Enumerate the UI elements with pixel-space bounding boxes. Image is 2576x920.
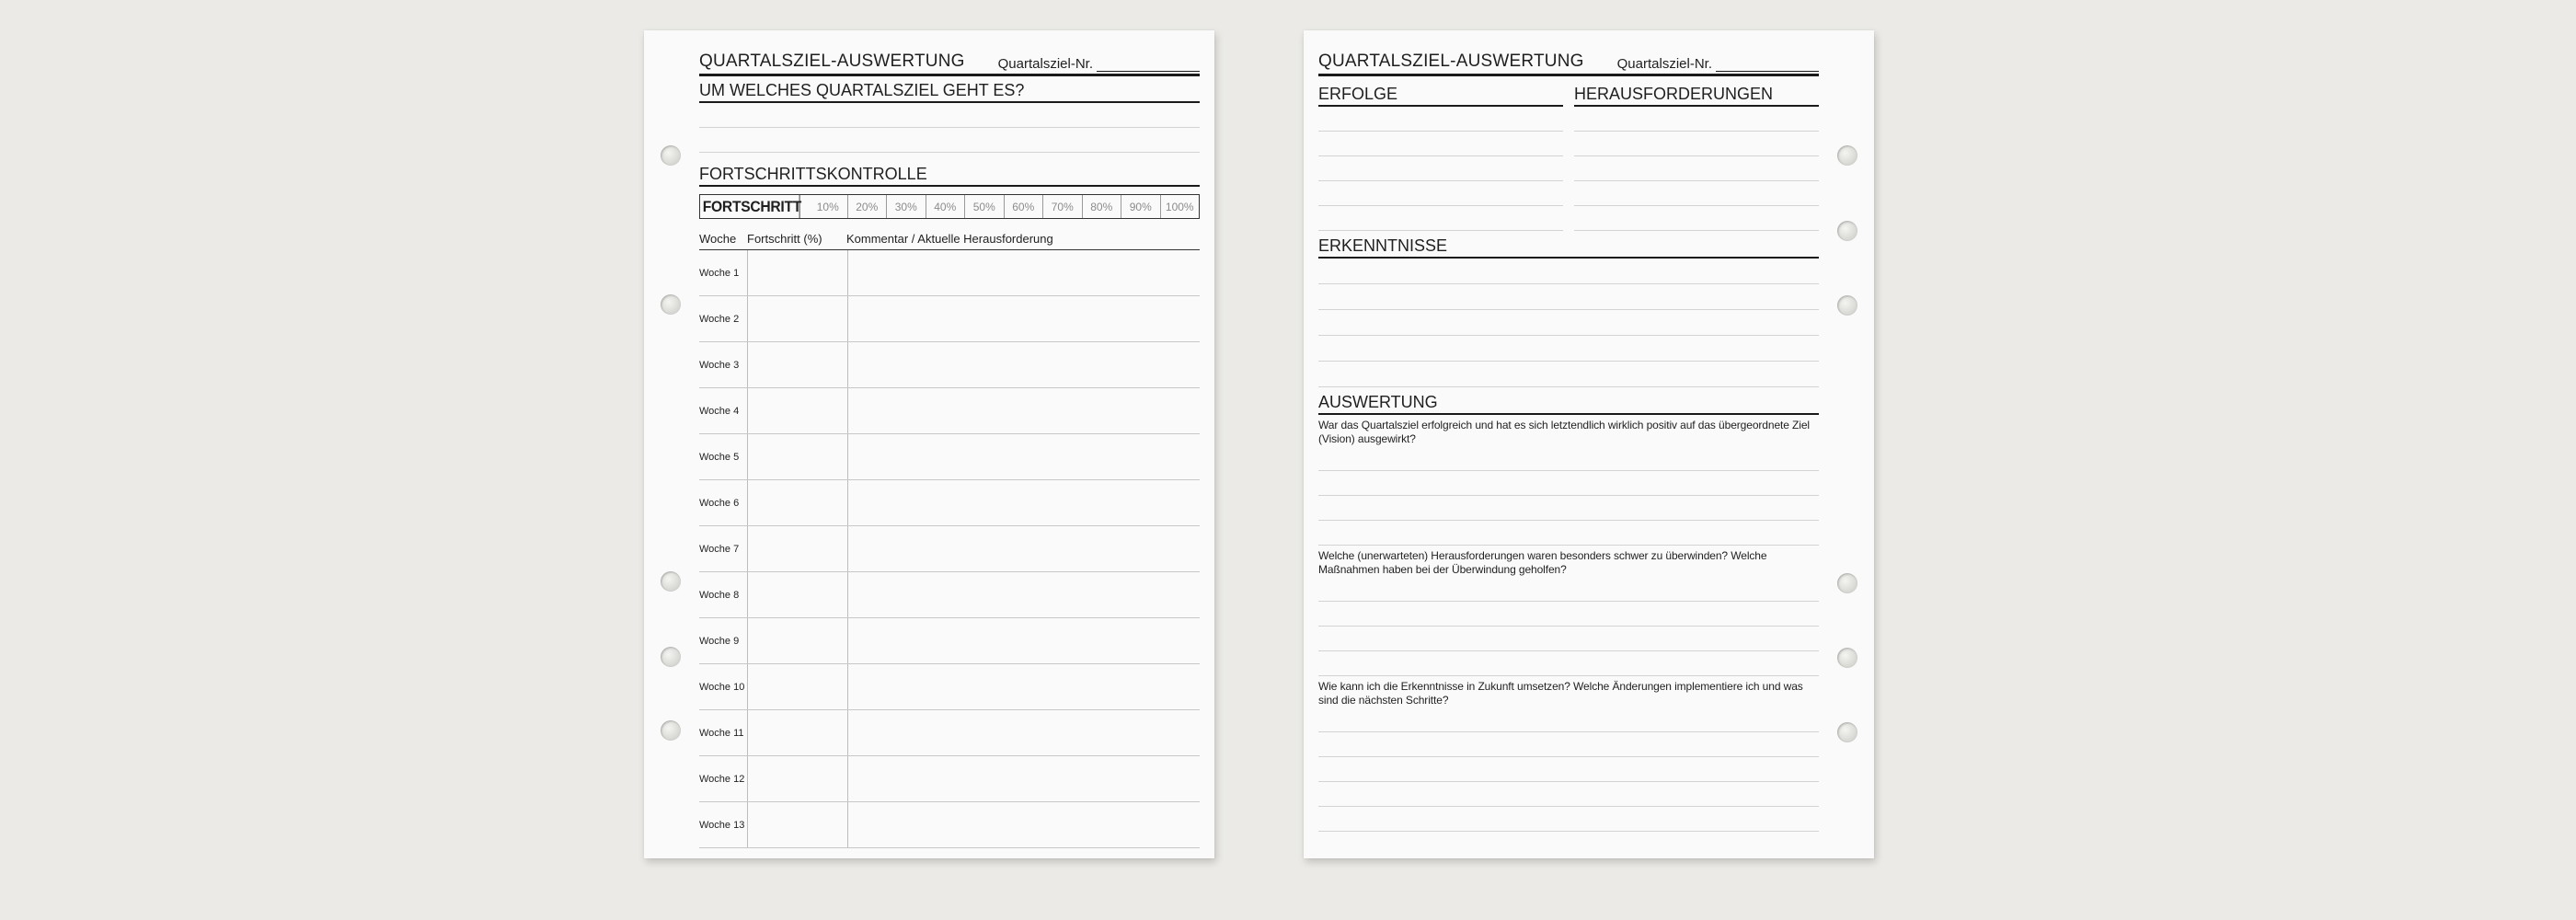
progress-scale	[699, 194, 1200, 219]
writing-line	[1318, 310, 1819, 336]
table-row	[699, 664, 1200, 710]
table-row	[699, 250, 1200, 296]
progress-step: 70%	[1042, 195, 1082, 218]
challenges-heading: HERAUSFORDERUNGEN	[1574, 84, 1819, 107]
week-label: Woche 10	[699, 664, 748, 709]
punch-hole	[1837, 573, 1857, 593]
progress-cell	[748, 480, 848, 525]
comment-cell	[848, 802, 1200, 847]
progress-label: FORTSCHRITT	[700, 195, 800, 218]
writing-line	[1318, 627, 1819, 651]
week-table	[699, 250, 1200, 848]
goal-number-blank	[1716, 58, 1819, 72]
comment-cell	[848, 342, 1200, 387]
progress-cell	[748, 756, 848, 801]
comment-cell	[848, 710, 1200, 755]
writing-line	[1574, 181, 1819, 206]
punch-hole	[1837, 145, 1857, 166]
writing-line	[1574, 206, 1819, 231]
progress-cell	[748, 572, 848, 617]
table-row	[699, 802, 1200, 848]
writing-line	[1318, 651, 1819, 676]
comment-cell	[848, 572, 1200, 617]
goal-number-label: Quartalsziel-Nr.	[997, 56, 1093, 72]
header-week: Woche	[699, 232, 737, 246]
comment-cell	[848, 664, 1200, 709]
page-title: QUARTALSZIEL-AUSWERTUNG	[699, 52, 965, 71]
writing-line	[1318, 496, 1819, 521]
progress-step: 100%	[1160, 195, 1200, 218]
progress-step: 10%	[816, 200, 839, 213]
goal-number-label: Quartalsziel-Nr.	[1616, 56, 1712, 72]
progress-cell	[748, 802, 848, 847]
punch-hole	[661, 571, 681, 592]
comment-cell	[848, 526, 1200, 571]
week-label: Woche 4	[699, 388, 748, 433]
progress-step: 60%	[1004, 195, 1043, 218]
progress-cell	[748, 342, 848, 387]
punch-hole	[661, 720, 681, 741]
planner-page-left	[644, 30, 1214, 858]
writing-line	[1574, 156, 1819, 181]
week-label: Woche 9	[699, 618, 748, 663]
week-label: Woche 13	[699, 802, 748, 847]
week-label: Woche 12	[699, 756, 748, 801]
table-row	[699, 526, 1200, 572]
writing-line	[1318, 732, 1819, 757]
writing-line	[1318, 757, 1819, 782]
planner-page-right	[1304, 30, 1874, 858]
writing-line	[1318, 471, 1819, 496]
evaluation-heading: AUSWERTUNG	[1318, 392, 1819, 415]
week-label: Woche 11	[699, 710, 748, 755]
progress-cell	[748, 296, 848, 341]
week-label: Woche 6	[699, 480, 748, 525]
writing-line	[1318, 107, 1563, 132]
writing-line	[1318, 807, 1819, 832]
comment-cell	[848, 250, 1200, 295]
evaluation-question: Wie kann ich die Erkenntnisse in Zukunft umsetzen? Welche Änderungen implementiere ich und was sind die nächsten Schritte?	[1318, 680, 1803, 707]
page-header	[699, 47, 1200, 76]
punch-hole	[1837, 648, 1857, 668]
week-label: Woche 7	[699, 526, 748, 571]
progress-step: 20%	[847, 195, 887, 218]
progress-cell	[748, 526, 848, 571]
writing-line	[1318, 707, 1819, 732]
progress-cell	[748, 434, 848, 479]
progress-cell	[748, 618, 848, 663]
table-row	[699, 434, 1200, 480]
successes-challenges	[1318, 84, 1819, 231]
header-comment: Kommentar / Aktuelle Herausforderung	[846, 232, 1053, 246]
table-row	[699, 480, 1200, 526]
writing-line	[699, 103, 1200, 128]
page-header	[1318, 47, 1819, 76]
progress-section-heading: FORTSCHRITTSKONTROLLE	[699, 164, 1200, 187]
comment-cell	[848, 756, 1200, 801]
table-row	[699, 342, 1200, 388]
successes-heading: ERFOLGE	[1318, 84, 1563, 107]
challenges-column	[1574, 84, 1819, 231]
table-row	[699, 296, 1200, 342]
progress-step: 80%	[1082, 195, 1121, 218]
writing-line	[1574, 107, 1819, 132]
writing-line	[1318, 284, 1819, 310]
evaluation-question: War das Quartalsziel erfolgreich und hat es sich letztendlich wirklich positiv auf das übergeordnete Ziel (Vision) ausgewirkt?	[1318, 419, 1810, 445]
page-title: QUARTALSZIEL-AUSWERTUNG	[1318, 52, 1584, 71]
insights-heading: ERKENNTNISSE	[1318, 236, 1819, 259]
writing-line	[699, 128, 1200, 153]
table-row	[699, 572, 1200, 618]
goal-question-heading: UM WELCHES QUARTALSZIEL GEHT ES?	[699, 80, 1200, 103]
writing-line	[1318, 156, 1563, 181]
comment-cell	[848, 480, 1200, 525]
goal-number-field	[1617, 56, 1819, 72]
goal-number-blank	[1097, 58, 1200, 72]
writing-line	[1318, 206, 1563, 231]
writing-line	[1318, 132, 1563, 156]
evaluation-question: Welche (unerwarteten) Herausforderungen waren besonders schwer zu überwinden? Welche Maßnahmen haben bei der Überwindung geholfen?	[1318, 549, 1767, 576]
week-label: Woche 2	[699, 296, 748, 341]
goal-number-field	[998, 56, 1200, 72]
writing-line	[1574, 132, 1819, 156]
punch-hole	[1837, 221, 1857, 241]
comment-cell	[848, 296, 1200, 341]
week-label: Woche 1	[699, 250, 748, 295]
progress-step: 30%	[886, 195, 926, 218]
writing-line	[1318, 362, 1819, 387]
week-label: Woche 8	[699, 572, 748, 617]
progress-cell	[748, 710, 848, 755]
punch-hole	[1837, 295, 1857, 316]
progress-step: 90%	[1121, 195, 1160, 218]
punch-hole	[1837, 722, 1857, 742]
writing-line	[1318, 181, 1563, 206]
writing-line	[1318, 521, 1819, 546]
table-row	[699, 388, 1200, 434]
comment-cell	[848, 388, 1200, 433]
writing-line	[1318, 602, 1819, 627]
writing-line	[1318, 782, 1819, 807]
header-progress: Fortschritt (%)	[747, 232, 822, 246]
progress-cell	[748, 388, 848, 433]
table-row	[699, 618, 1200, 664]
table-row	[699, 756, 1200, 802]
writing-line	[1318, 446, 1819, 471]
progress-cell	[748, 250, 848, 295]
punch-hole	[661, 145, 681, 166]
week-table-header	[699, 219, 1200, 250]
writing-line	[1318, 577, 1819, 602]
comment-cell	[848, 434, 1200, 479]
writing-line	[1318, 259, 1819, 284]
table-row	[699, 710, 1200, 756]
week-label: Woche 5	[699, 434, 748, 479]
progress-step: 40%	[926, 195, 965, 218]
punch-hole	[661, 294, 681, 315]
writing-line	[1318, 336, 1819, 362]
progress-cell	[748, 664, 848, 709]
punch-hole	[661, 647, 681, 667]
progress-step: 50%	[964, 195, 1004, 218]
week-label: Woche 3	[699, 342, 748, 387]
comment-cell	[848, 618, 1200, 663]
successes-column	[1318, 84, 1563, 231]
